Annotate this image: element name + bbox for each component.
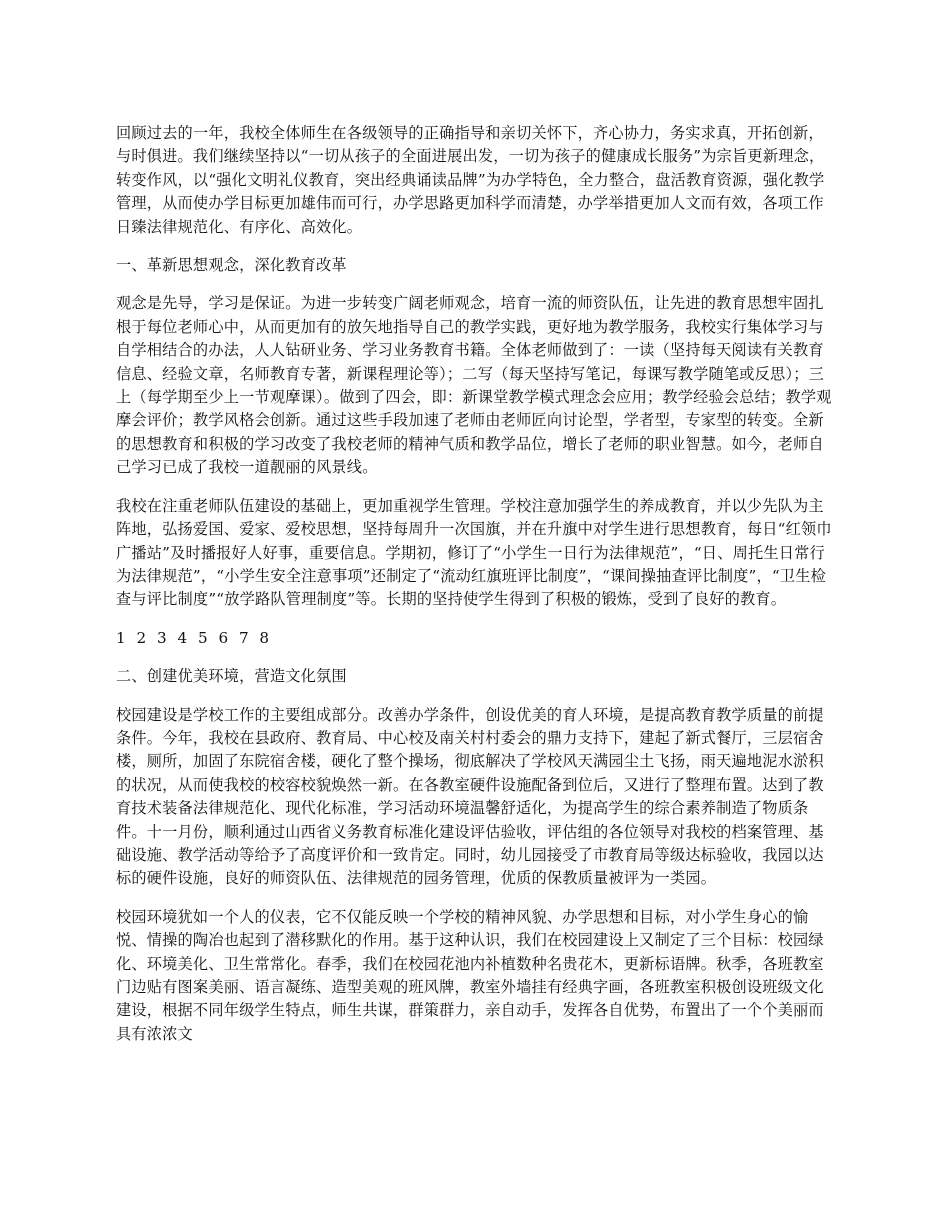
section-1-paragraph-1: 观念是先导，学习是保证。为进一步转变广阔老师观念，培育一流的师资队伍，让先进的教育思想牢固扎根于每位老师心中，从而更加有的放矢地指导自己的教学实践，更好地为教学服务，我校实行集体学习与自学相结合的办法，人人钻研业务、学习业务教育书籍。全体老师做到了：一读（坚持每天阅读有关教育信息、经验文章，名师教育专著，新课程理论等）；二写（每天坚持写笔记，每课写教学随笔或反思）；三上（每学期至少上一节观摩课）。做到了四会，即：新课堂教学模式理念会应用；教学经验会总结；教学观摩会评价；教学风格会创新。通过这些手段加速了老师由老师匠向讨论型，学者型，专家型的转变。全新的思想教育和积极的学习改变了我校老师的精神气质和教学品位，增长了老师的职业智慧。如今，老师自己学习已成了我校一道靓丽的风景线。 <box>116 294 832 477</box>
page-number-list: 1 2 3 4 5 6 7 8 <box>116 628 273 647</box>
section-2-heading: 二、创建优美环境，营造文化氛围 <box>116 667 347 686</box>
section-2-paragraph-2: 校园环境犹如一个人的仪表，它不仅能反映一个学校的精神风貌、办学思想和目标，对小学生身心的愉悦、情操的陶冶也起到了潜移默化的作用。基于这种认识，我们在校园建设上又制定了三个目标：校园绿化、环境美化、卫生常常化。春季，我们在校园花池内补植数种名贵花木，更新标语牌。秋季，各班教室门边贴有图案美丽、语言凝练、造型美观的班风牌，教室外墙挂有经典字画，各班教室积极创设班级文化建设，根据不同年级学生特点，师生共谋，群策群力，亲自动手，发挥各自优势，布置出了一个个美丽而具有浓浓文 <box>116 907 824 1043</box>
section-1-heading: 一、革新思想观念，深化教育改革 <box>116 256 347 275</box>
section-2-paragraph-1: 校园建设是学校工作的主要组成部分。改善办学条件，创设优美的育人环境，是提高教育教学质量的前提条件。今年，我校在县政府、教育局、中心校及南关村村委会的鼎力支持下，建起了新式餐厅，三层宿舍楼，厕所，加固了东院宿舍楼，硬化了整个操场，彻底解决了学校风天满园尘土飞扬，雨天遍地泥水淤积的状况，从而使我校的校容校貌焕然一新。在各教室硬件设施配备到位后，又进行了整理布置。达到了教育技术装备法律规范化、现代化标准，学习活动环境温馨舒适化，为提高学生的综合素养制造了物质条件。十一月份，顺利通过山西省义务教育标准化建设评估验收，评估组的各位领导对我校的档案管理、基础设施、教学活动等给予了高度评价和一致肯定。同时，幼儿园接受了市教育局等级达标验收，我园以达标的硬件设施，良好的师资队伍、法律规范的园务管理，优质的保教质量被评为一类园。 <box>116 705 824 888</box>
document-body <box>116 122 838 1061</box>
intro-paragraph: 回顾过去的一年，我校全体师生在各级领导的正确指导和亲切关怀下，齐心协力，务实求真，开拓创新，与时俱进。我们继续坚持以“一切从孩子的全面进展出发，一切为孩子的健康成长服务”为宗旨更新理念，转变作风，以“强化文明礼仪教育，突出经典诵读品牌”为办学特色，全力整合，盘活教育资源，强化教学管理，从而使办学目标更加雄伟而可行，办学思路更加科学而清楚，办学举措更加人文而有效，各项工作日臻法律规范化、有序化、高效化。 <box>116 124 825 236</box>
section-1-paragraph-2: 我校在注重老师队伍建设的基础上，更加重视学生管理。学校注意加强学生的养成教育，并以少先队为主阵地，弘扬爱国、爱家、爱校思想，坚持每周升一次国旗，并在升旗中对学生进行思想教育，每日“红领巾广播站”及时播报好人好事，重要信息。学期初，修订了“小学生一日行为法律规范”，“日、周托生日常行为法律规范”，“小学生安全注意事项”还制定了“流动红旗班评比制度”，“课间操抽查评比制度”，“卫生检查与评比制度”“放学路队管理制度”等。长期的坚持使学生得到了积极的锻炼，受到了良好的教育。 <box>116 496 832 609</box>
